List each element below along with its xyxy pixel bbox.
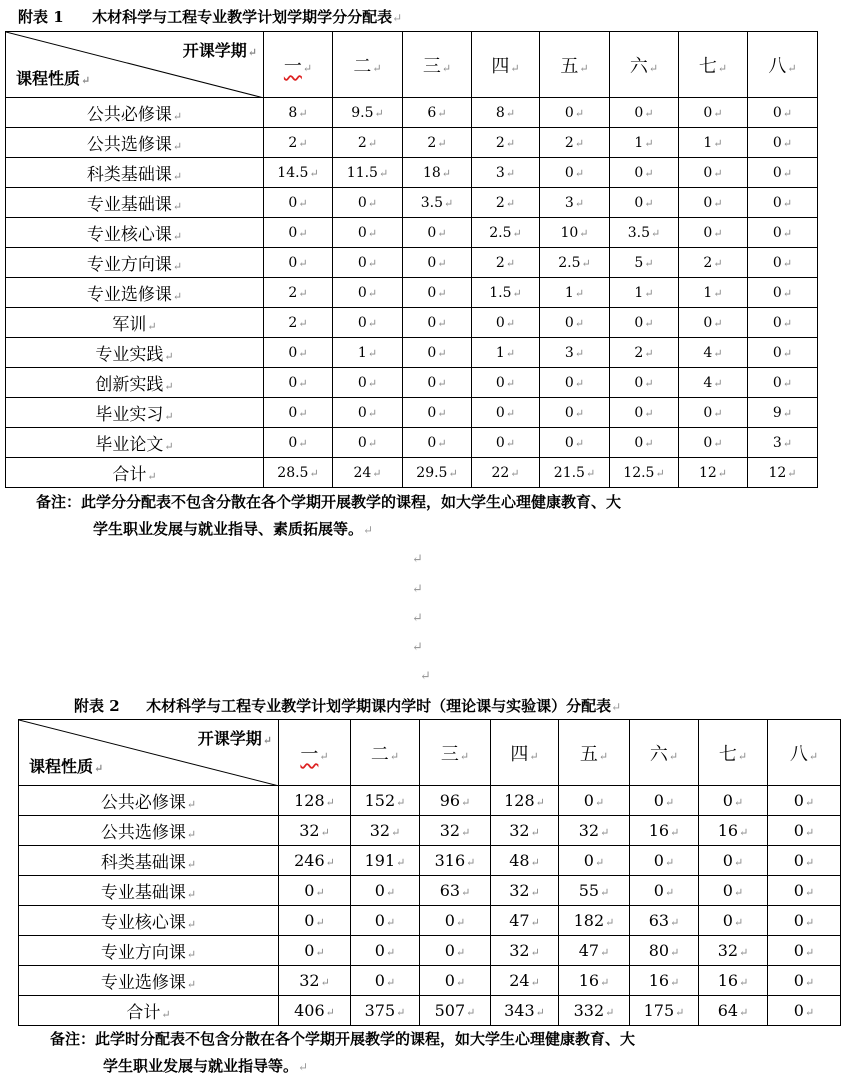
value-cell: 1↵ xyxy=(610,278,679,308)
semester-header-cell: 八↵ xyxy=(768,720,841,786)
value-cell: 0↵ xyxy=(748,158,818,188)
value-cell: 63↵ xyxy=(420,876,491,906)
value-cell: 47↵ xyxy=(559,936,630,966)
value-cell: 0↵ xyxy=(472,368,540,398)
course-type-cell: 公共必修课↵ xyxy=(19,786,279,816)
value-cell: 2↵ xyxy=(264,128,333,158)
value-cell: 0↵ xyxy=(679,218,748,248)
value-cell: 0↵ xyxy=(540,158,610,188)
value-cell: 2.5↵ xyxy=(540,248,610,278)
value-cell: 0↵ xyxy=(559,786,630,816)
value-cell: 0↵ xyxy=(403,248,472,278)
value-cell: 3↵ xyxy=(472,158,540,188)
semester-header-cell: 三↵ xyxy=(403,32,472,98)
diagonal-header-cell xyxy=(6,32,264,98)
course-type-cell: 专业实践↵ xyxy=(6,338,264,368)
value-cell: 32↵ xyxy=(491,876,559,906)
value-cell: 0↵ xyxy=(333,248,403,278)
value-cell: 2↵ xyxy=(472,248,540,278)
course-type-cell: 科类基础课↵ xyxy=(19,846,279,876)
value-cell: 3.5↵ xyxy=(610,218,679,248)
value-cell: 0↵ xyxy=(540,308,610,338)
table-row xyxy=(19,966,841,996)
value-cell: 1↵ xyxy=(540,278,610,308)
course-type-cell: 专业方向课↵ xyxy=(19,936,279,966)
value-cell: 0↵ xyxy=(333,188,403,218)
value-cell: 63↵ xyxy=(630,906,699,936)
value-cell: 0↵ xyxy=(610,368,679,398)
value-cell: 0↵ xyxy=(333,368,403,398)
value-cell: 0↵ xyxy=(679,188,748,218)
table-row xyxy=(19,816,841,846)
table-row xyxy=(19,906,841,936)
value-cell: 0↵ xyxy=(279,876,351,906)
table-row xyxy=(6,98,818,128)
value-cell: 16↵ xyxy=(559,966,630,996)
value-cell: 316↵ xyxy=(420,846,491,876)
table-row xyxy=(19,786,841,816)
value-cell: 0↵ xyxy=(768,906,841,936)
course-type-cell: 公共必修课↵ xyxy=(6,98,264,128)
table1-caption: 附表 1 木材科学与工程专业教学计划学期学分分配表↵ xyxy=(18,8,403,26)
value-cell: 0↵ xyxy=(610,308,679,338)
course-type-cell: 公共选修课↵ xyxy=(6,128,264,158)
table-row xyxy=(6,338,818,368)
value-cell: 0↵ xyxy=(279,906,351,936)
value-cell: 3↵ xyxy=(540,338,610,368)
table2-note-line1: 备注：此学时分配表不包含分散在各个学期开展教学的课程，如大学生心理健康教育、大 xyxy=(50,1030,636,1048)
value-cell: 0↵ xyxy=(679,98,748,128)
header-row xyxy=(19,720,841,786)
table-row xyxy=(6,428,818,458)
value-cell: 0↵ xyxy=(264,218,333,248)
value-cell: 96↵ xyxy=(420,786,491,816)
value-cell: 47↵ xyxy=(491,906,559,936)
value-cell: 24↵ xyxy=(491,966,559,996)
value-cell: 343↵ xyxy=(491,996,559,1026)
value-cell: 2↵ xyxy=(610,338,679,368)
value-cell: 5↵ xyxy=(610,248,679,278)
value-cell: 12↵ xyxy=(748,458,818,488)
value-cell: 0↵ xyxy=(264,398,333,428)
value-cell: 0↵ xyxy=(748,278,818,308)
header-bottom-label: 课程性质↵ xyxy=(16,69,91,88)
value-cell: 152↵ xyxy=(351,786,420,816)
value-cell: 406↵ xyxy=(279,996,351,1026)
value-cell: 246↵ xyxy=(279,846,351,876)
value-cell: 1↵ xyxy=(472,338,540,368)
value-cell: 0↵ xyxy=(748,218,818,248)
semester-header-cell: 五↵ xyxy=(540,32,610,98)
value-cell: 0↵ xyxy=(748,188,818,218)
value-cell: 18↵ xyxy=(403,158,472,188)
table-row xyxy=(6,458,818,488)
value-cell: 1↵ xyxy=(679,128,748,158)
value-cell: 32↵ xyxy=(491,936,559,966)
value-cell: 29.5↵ xyxy=(403,458,472,488)
value-cell: 0↵ xyxy=(748,338,818,368)
value-cell: 175↵ xyxy=(630,996,699,1026)
table-row xyxy=(6,158,818,188)
paragraph-mark: ↵ xyxy=(412,640,423,655)
value-cell: 1↵ xyxy=(679,278,748,308)
value-cell: 2.5↵ xyxy=(472,218,540,248)
value-cell: 32↵ xyxy=(699,936,768,966)
value-cell: 0↵ xyxy=(679,308,748,338)
value-cell: 0↵ xyxy=(610,158,679,188)
value-cell: 0↵ xyxy=(264,338,333,368)
diagonal-header-cell xyxy=(19,720,279,786)
table-row xyxy=(6,278,818,308)
value-cell: 0↵ xyxy=(403,278,472,308)
table2 xyxy=(18,719,841,1026)
course-type-cell: 专业选修课↵ xyxy=(19,966,279,996)
value-cell: 3↵ xyxy=(748,428,818,458)
value-cell: 1.5↵ xyxy=(472,278,540,308)
value-cell: 16↵ xyxy=(699,966,768,996)
value-cell: 0↵ xyxy=(748,368,818,398)
value-cell: 32↵ xyxy=(559,816,630,846)
value-cell: 0↵ xyxy=(472,428,540,458)
semester-header-cell: 四↵ xyxy=(472,32,540,98)
value-cell: 32↵ xyxy=(491,816,559,846)
value-cell: 128↵ xyxy=(279,786,351,816)
value-cell: 2↵ xyxy=(679,248,748,278)
value-cell: 0↵ xyxy=(748,128,818,158)
table1-note-line1: 备注：此学分分配表不包含分散在各个学期开展教学的课程，如大学生心理健康教育、大 xyxy=(36,493,622,511)
value-cell: 0↵ xyxy=(333,428,403,458)
value-cell: 48↵ xyxy=(491,846,559,876)
table-row xyxy=(6,398,818,428)
value-cell: 0↵ xyxy=(540,368,610,398)
course-type-cell: 公共选修课↵ xyxy=(19,816,279,846)
value-cell: 0↵ xyxy=(768,936,841,966)
semester-header-cell: 六↵ xyxy=(610,32,679,98)
table1-caption-label: 附表 1 xyxy=(18,8,64,26)
course-type-cell: 毕业实习↵ xyxy=(6,398,264,428)
value-cell: 0↵ xyxy=(748,308,818,338)
value-cell: 2↵ xyxy=(540,128,610,158)
value-cell: 0↵ xyxy=(610,188,679,218)
table1-note: 备注：此学分分配表不包含分散在各个学期开展教学的课程，如大学生心理健康教育、大 学生职业发展与就业指导、素质拓展等。↵ xyxy=(36,489,621,544)
value-cell: 0↵ xyxy=(403,218,472,248)
value-cell: 2↵ xyxy=(403,128,472,158)
table-row xyxy=(6,248,818,278)
table-row xyxy=(19,936,841,966)
value-cell: 0↵ xyxy=(264,188,333,218)
value-cell: 2↵ xyxy=(333,128,403,158)
value-cell: 0↵ xyxy=(748,248,818,278)
semester-header-cell: 二↵ xyxy=(351,720,420,786)
value-cell: 0↵ xyxy=(264,248,333,278)
value-cell: 32↵ xyxy=(279,816,351,846)
table2-caption: 附表 2 木材科学与工程专业教学计划学期课内学时（理论课与实验课）分配表↵ xyxy=(74,697,622,715)
value-cell: 191↵ xyxy=(351,846,420,876)
semester-header-cell: 七↵ xyxy=(699,720,768,786)
value-cell: 0↵ xyxy=(403,308,472,338)
value-cell: 9.5↵ xyxy=(333,98,403,128)
value-cell: 4↵ xyxy=(679,338,748,368)
semester-header-cell: 六↵ xyxy=(630,720,699,786)
table-row xyxy=(6,218,818,248)
value-cell: 3.5↵ xyxy=(403,188,472,218)
value-cell: 0↵ xyxy=(679,398,748,428)
course-type-cell: 军训↵ xyxy=(6,308,264,338)
value-cell: 2↵ xyxy=(264,278,333,308)
value-cell: 0↵ xyxy=(264,368,333,398)
value-cell: 16↵ xyxy=(630,966,699,996)
value-cell: 0↵ xyxy=(472,308,540,338)
value-cell: 64↵ xyxy=(699,996,768,1026)
table1-caption-title: 木材科学与工程专业教学计划学期学分分配表 xyxy=(92,8,393,26)
table1-note-line2: 学生职业发展与就业指导、素质拓展等。 xyxy=(93,520,364,538)
value-cell: 0↵ xyxy=(610,98,679,128)
value-cell: 1↵ xyxy=(610,128,679,158)
value-cell: 0↵ xyxy=(679,158,748,188)
value-cell: 0↵ xyxy=(768,996,841,1026)
value-cell: 0↵ xyxy=(403,428,472,458)
value-cell: 2↵ xyxy=(472,188,540,218)
value-cell: 0↵ xyxy=(420,966,491,996)
table-row xyxy=(6,368,818,398)
value-cell: 1↵ xyxy=(333,338,403,368)
course-type-cell: 专业核心课↵ xyxy=(6,218,264,248)
header-bottom-label: 课程性质↵ xyxy=(29,757,104,776)
paragraph-mark: ↵ xyxy=(412,552,423,567)
value-cell: 11.5↵ xyxy=(333,158,403,188)
value-cell: 0↵ xyxy=(768,966,841,996)
value-cell: 0↵ xyxy=(748,98,818,128)
value-cell: 332↵ xyxy=(559,996,630,1026)
value-cell: 32↵ xyxy=(420,816,491,846)
value-cell: 0↵ xyxy=(630,876,699,906)
value-cell: 32↵ xyxy=(279,966,351,996)
value-cell: 0↵ xyxy=(351,936,420,966)
value-cell: 0↵ xyxy=(351,906,420,936)
course-type-cell: 合计↵ xyxy=(6,458,264,488)
table2-note-line2: 学生职业发展与就业指导等。 xyxy=(103,1057,299,1075)
semester-header-cell: 一↵ xyxy=(264,32,333,98)
table-row xyxy=(6,308,818,338)
value-cell: 12↵ xyxy=(679,458,748,488)
header-top-label: 开课学期↵ xyxy=(197,729,272,748)
value-cell: 55↵ xyxy=(559,876,630,906)
semester-header-cell: 八↵ xyxy=(748,32,818,98)
value-cell: 12.5↵ xyxy=(610,458,679,488)
value-cell: 0↵ xyxy=(333,398,403,428)
value-cell: 0↵ xyxy=(630,786,699,816)
value-cell: 0↵ xyxy=(472,398,540,428)
table-row xyxy=(19,876,841,906)
semester-header-cell: 四↵ xyxy=(491,720,559,786)
value-cell: 10↵ xyxy=(540,218,610,248)
table2-caption-label: 附表 2 xyxy=(74,697,120,715)
course-type-cell: 专业核心课↵ xyxy=(19,906,279,936)
value-cell: 0↵ xyxy=(559,846,630,876)
value-cell: 0↵ xyxy=(699,876,768,906)
value-cell: 375↵ xyxy=(351,996,420,1026)
value-cell: 0↵ xyxy=(333,278,403,308)
value-cell: 0↵ xyxy=(333,218,403,248)
value-cell: 80↵ xyxy=(630,936,699,966)
course-type-cell: 科类基础课↵ xyxy=(6,158,264,188)
course-type-cell: 创新实践↵ xyxy=(6,368,264,398)
table2-caption-title: 木材科学与工程专业教学计划学期课内学时（理论课与实验课）分配表 xyxy=(146,697,612,715)
value-cell: 14.5↵ xyxy=(264,158,333,188)
paragraph-mark: ↵ xyxy=(412,611,423,626)
value-cell: 0↵ xyxy=(699,846,768,876)
value-cell: 8↵ xyxy=(472,98,540,128)
course-type-cell: 毕业论文↵ xyxy=(6,428,264,458)
table-row xyxy=(6,128,818,158)
semester-header-cell: 二↵ xyxy=(333,32,403,98)
table-row xyxy=(6,188,818,218)
table-row xyxy=(19,996,841,1026)
semester-header-cell: 三↵ xyxy=(420,720,491,786)
table-row xyxy=(19,846,841,876)
value-cell: 0↵ xyxy=(768,846,841,876)
value-cell: 0↵ xyxy=(264,428,333,458)
value-cell: 0↵ xyxy=(540,98,610,128)
value-cell: 0↵ xyxy=(610,398,679,428)
value-cell: 0↵ xyxy=(420,936,491,966)
value-cell: 22↵ xyxy=(472,458,540,488)
value-cell: 24↵ xyxy=(333,458,403,488)
value-cell: 2↵ xyxy=(472,128,540,158)
value-cell: 0↵ xyxy=(420,906,491,936)
value-cell: 0↵ xyxy=(699,786,768,816)
table1 xyxy=(5,31,818,488)
semester-header-cell: 七↵ xyxy=(679,32,748,98)
course-type-cell: 专业基础课↵ xyxy=(6,188,264,218)
value-cell: 28.5↵ xyxy=(264,458,333,488)
value-cell: 0↵ xyxy=(768,876,841,906)
value-cell: 0↵ xyxy=(403,398,472,428)
course-type-cell: 合计↵ xyxy=(19,996,279,1026)
value-cell: 0↵ xyxy=(768,816,841,846)
paragraph-mark: ↵ xyxy=(420,669,431,684)
semester-header-cell: 一↵ xyxy=(279,720,351,786)
value-cell: 0↵ xyxy=(768,786,841,816)
value-cell: 6↵ xyxy=(403,98,472,128)
value-cell: 16↵ xyxy=(699,816,768,846)
value-cell: 0↵ xyxy=(403,368,472,398)
table2-note: 备注：此学时分配表不包含分散在各个学期开展教学的课程，如大学生心理健康教育、大 学生职业发展与就业指导等。↵ xyxy=(50,1026,635,1081)
value-cell: 0↵ xyxy=(540,398,610,428)
semester-header-cell: 五↵ xyxy=(559,720,630,786)
value-cell: 0↵ xyxy=(403,338,472,368)
value-cell: 128↵ xyxy=(491,786,559,816)
header-top-label: 开课学期↵ xyxy=(182,41,257,60)
course-type-cell: 专业方向课↵ xyxy=(6,248,264,278)
value-cell: 8↵ xyxy=(264,98,333,128)
value-cell: 0↵ xyxy=(630,846,699,876)
value-cell: 21.5↵ xyxy=(540,458,610,488)
value-cell: 0↵ xyxy=(351,876,420,906)
paragraph-mark: ↵ xyxy=(412,582,423,597)
value-cell: 2↵ xyxy=(264,308,333,338)
value-cell: 507↵ xyxy=(420,996,491,1026)
value-cell: 0↵ xyxy=(610,428,679,458)
value-cell: 4↵ xyxy=(679,368,748,398)
value-cell: 0↵ xyxy=(699,906,768,936)
course-type-cell: 专业选修课↵ xyxy=(6,278,264,308)
value-cell: 0↵ xyxy=(333,308,403,338)
value-cell: 0↵ xyxy=(540,428,610,458)
value-cell: 0↵ xyxy=(679,428,748,458)
value-cell: 9↵ xyxy=(748,398,818,428)
value-cell: 3↵ xyxy=(540,188,610,218)
value-cell: 0↵ xyxy=(351,966,420,996)
value-cell: 0↵ xyxy=(279,936,351,966)
value-cell: 182↵ xyxy=(559,906,630,936)
header-row xyxy=(6,32,818,98)
value-cell: 32↵ xyxy=(351,816,420,846)
course-type-cell: 专业基础课↵ xyxy=(19,876,279,906)
value-cell: 16↵ xyxy=(630,816,699,846)
